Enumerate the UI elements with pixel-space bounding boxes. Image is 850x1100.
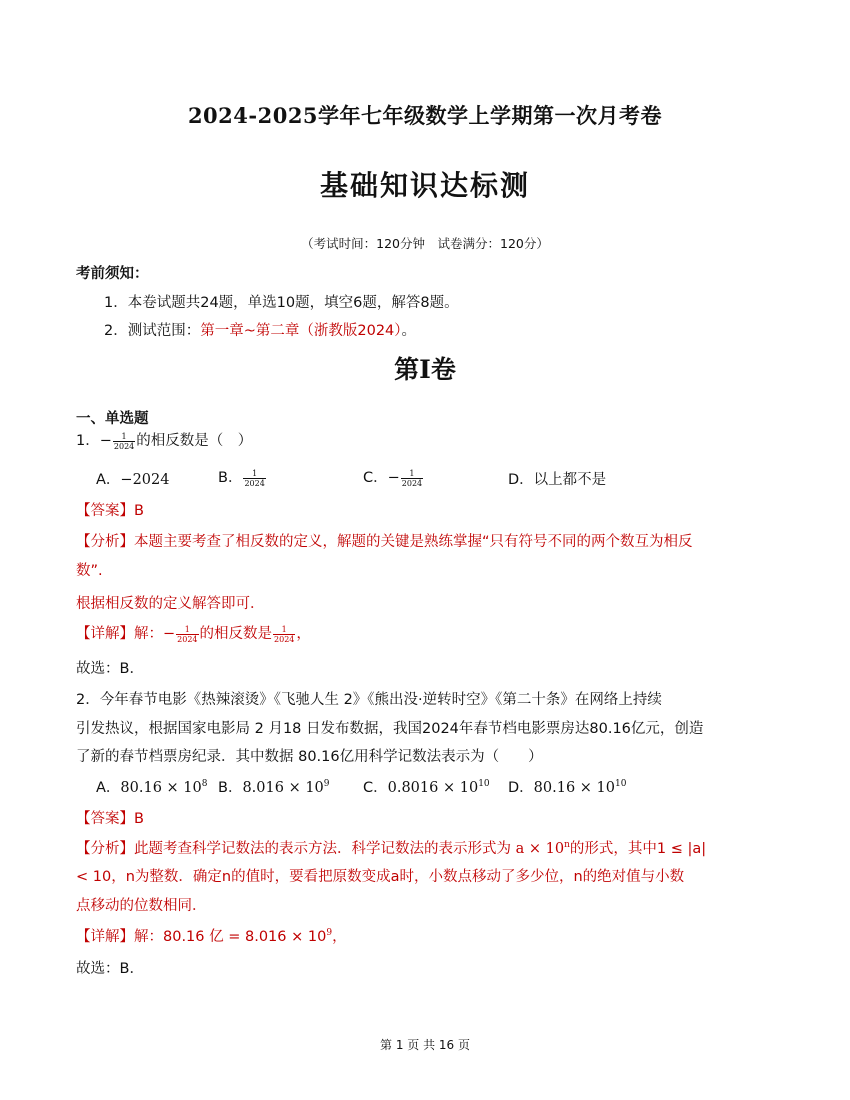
q2-option-d-label: D． (508, 780, 534, 796)
q1-option-c-fraction (401, 469, 423, 488)
q1-detail-minus: − (163, 626, 176, 642)
q2-stem-line-1: 2．今年春节电影《热辣滚烫》《飞驰人生 2》《熊出没·逆转时空》《第二十条》在网络上持续 (76, 692, 662, 708)
q2-analysis-exp: n (564, 840, 570, 851)
notice-item-1: 1．本卷试题共24题，单选10题，填空6题，解答8题。 (104, 295, 459, 311)
q1-option-d-label: D． (508, 472, 534, 488)
q1-option-b (218, 466, 267, 488)
q2-option-d (508, 776, 626, 797)
q2-stem-line-2: 引发热议，根据国家电影局 2 月18 日发布数据，我国2024年春节档电影票房达80.16亿元，创造 (76, 721, 704, 737)
q1-fraction (113, 432, 135, 451)
q2-option-b-label: B． (218, 780, 243, 796)
paper-subtitle: 基础知识达标测 (319, 169, 530, 202)
notice-item-2-suffix: 。 (401, 323, 417, 339)
q1-analysis-line-1: 【分析】本题主要考查了相反数的定义，解题的关键是熟练掌握“只有符号不同的两个数互为相反 (76, 534, 693, 550)
q2-option-d-exp: 10 (615, 779, 627, 790)
q2-detail (76, 925, 347, 946)
q1-number: 1． (76, 433, 100, 449)
q2-option-c-base: 0.8016 × 10 (387, 780, 479, 796)
q2-option-a (96, 776, 208, 797)
q1-choose: 故选：B． (76, 661, 144, 677)
q1-detail-end: ， (296, 626, 311, 642)
q1-minus: − (99, 433, 112, 449)
q1-answer: 【答案】B (76, 503, 144, 519)
q1-option-c-num: 1 (409, 468, 415, 478)
q2-option-a-base: 80.16 × 10 (120, 780, 202, 796)
q1-detail (76, 622, 311, 644)
q1-analysis-line-3: 根据相反数的定义解答即可． (76, 596, 265, 612)
q2-option-c-label: C． (363, 780, 388, 796)
q2-option-d-base: 80.16 × 10 (533, 780, 616, 796)
q2-detail-text: 【详解】解：80.16 亿 = 8.016 × 10 (76, 929, 327, 945)
q2-analysis-text-b: 的形式，其中1 ≤ |a| (569, 841, 707, 857)
paper-title: 2024-2025学年七年级数学上学期第一次月考卷 (187, 103, 663, 128)
q1-stem-rest: 的相反数是（ ） (136, 433, 253, 449)
q1-option-c-minus: − (387, 470, 400, 486)
exam-info: （考试时间：120分钟 试卷满分：120分） (301, 236, 549, 251)
q1-option-a (96, 468, 169, 489)
q1-option-b-den: 2024 (244, 478, 265, 488)
q1-detail-mid: 的相反数是 (199, 626, 273, 642)
q2-analysis-math: a × 10 (515, 841, 565, 857)
q2-choose: 故选：B． (76, 961, 144, 977)
q1-detail-den-1: 2024 (177, 634, 198, 644)
section-title: 第Ⅰ卷 (394, 355, 456, 384)
q1-detail-fraction-1 (176, 625, 198, 644)
q1-option-c-den: 2024 (401, 478, 423, 488)
q2-detail-exp: 9 (326, 928, 333, 939)
q1-option-b-fraction (243, 469, 265, 488)
q1-option-c (363, 466, 424, 488)
q1-detail-num-2: 1 (281, 624, 287, 634)
q1-detail-num-1: 1 (184, 624, 190, 634)
q2-option-a-label: A． (96, 780, 121, 796)
q2-answer: 【答案】B (76, 811, 144, 827)
notice-heading: 考前须知： (76, 266, 149, 282)
q2-detail-end: ， (332, 929, 347, 945)
q1-option-a-value: −2024 (120, 472, 170, 488)
q2-option-c-exp: 10 (478, 779, 490, 790)
q2-analysis-text-a: 【分析】此题考查科学记数法的表示方法．科学记数法的表示形式为 (76, 841, 516, 857)
q1-analysis-line-2: 数”. (76, 563, 103, 579)
test-range: 第一章~第二章（浙教版2024） (200, 323, 402, 339)
q2-option-b-exp: 9 (323, 779, 330, 790)
q2-option-b (218, 776, 330, 797)
q1-stem (76, 429, 252, 451)
q2-analysis-line-2: < 10，n为整数．确定n的值时，要看把原数变成a时，小数点移动了多少位，n的绝对值与小数 (76, 869, 685, 885)
q2-stem-line-3: 了新的春节档票房纪录．其中数据 80.16亿用科学记数法表示为（ ） (76, 749, 543, 765)
q1-detail-den-2: 2024 (274, 634, 295, 644)
notice-item-2 (104, 319, 416, 340)
q1-option-d (508, 468, 606, 489)
q1-detail-prefix: 【详解】解： (76, 626, 163, 642)
notice-item-2-prefix: 2．测试范围： (104, 323, 201, 339)
q1-option-b-label: B． (218, 470, 243, 486)
q2-option-c (363, 776, 490, 797)
q2-option-b-base: 8.016 × 10 (242, 780, 324, 796)
q1-frac-den: 2024 (113, 441, 135, 451)
page-footer: 第 1 页 共 16 页 (380, 1038, 470, 1052)
q2-analysis-line-1 (76, 837, 706, 858)
q1-option-c-label: C． (363, 470, 388, 486)
part-heading: 一、单选题 (76, 411, 149, 427)
q1-detail-fraction-2 (273, 625, 295, 644)
q1-option-b-num: 1 (252, 468, 258, 478)
q2-option-a-exp: 8 (201, 779, 208, 790)
q1-option-a-label: A． (96, 472, 121, 488)
q1-option-d-text: 以上都不是 (533, 472, 607, 488)
q2-analysis-line-3: 点移动的位数相同． (76, 898, 207, 914)
q1-frac-num: 1 (121, 431, 127, 441)
